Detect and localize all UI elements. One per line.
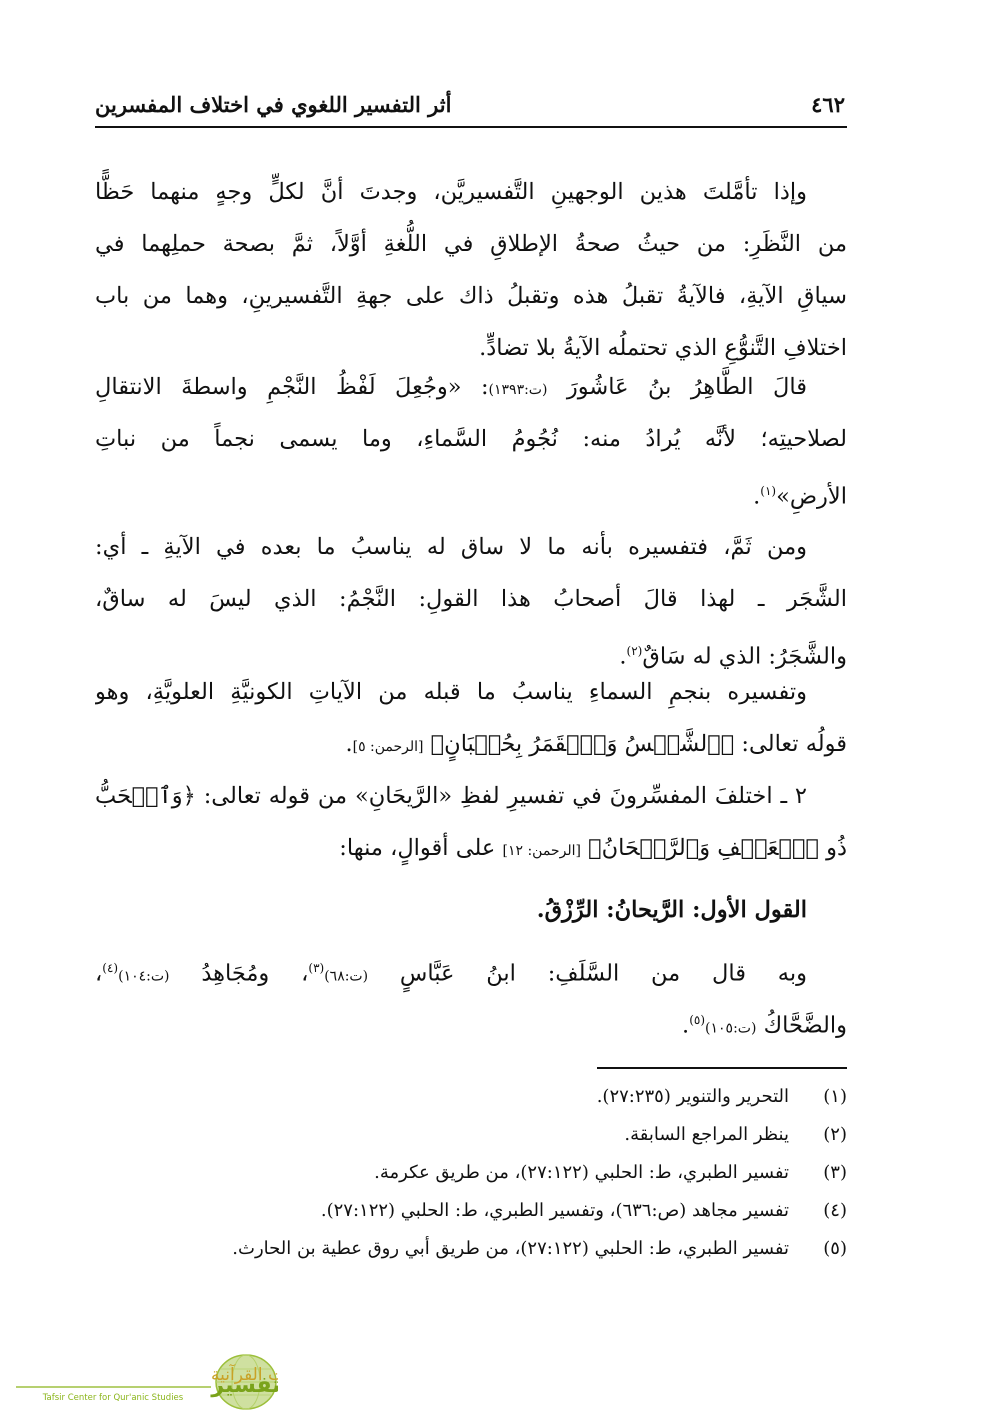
paragraph-line: ذُو ٱلۡعَصۡفِ وَٱلرَّيۡحَانُ﴾ [الرحمن: ١٢] على أقوالٍ، منها: — [339, 835, 847, 861]
footnote-ref[interactable]: (٢) — [626, 644, 643, 658]
footnote-ref[interactable]: (٥) — [689, 1013, 706, 1027]
footnote-item — [95, 1192, 847, 1230]
paragraph-4 — [95, 666, 847, 770]
paragraph-line: الأرضِ»$^{(١)}$. — [753, 483, 847, 510]
logo-emblem-text: تفسير — [211, 1373, 278, 1398]
verse-reference: [الرحمن: ٥] — [352, 739, 424, 755]
footnote-number: (٣) — [823, 1162, 847, 1183]
footnote-ref[interactable]: (١) — [760, 484, 777, 498]
footnote-number: (٢) — [823, 1124, 847, 1145]
footnote-item — [95, 1154, 847, 1192]
death-date: (ت:١٣٩٣) — [488, 382, 548, 398]
logo-arabic-name: ت القرآنية — [211, 1365, 278, 1385]
death-date: (ت:١٠٤) — [118, 968, 170, 985]
footnotes — [95, 1078, 847, 1268]
page-number: ٤٦٢ — [811, 91, 845, 117]
logo-english-name: Tafsir Center for Qur'anic Studies — [42, 1393, 184, 1403]
paragraph-line: ومن ثَمَّ، فتفسيره بأنه ما لا ساق له يناسبُ ما بعده في الآيةِ ـ أي: — [95, 534, 807, 560]
footnote-text: تفسير الطبري، ط: الحلبي (٢٧:١٢٢)، من طريق عكرمة. — [374, 1162, 789, 1183]
paragraph-5 — [95, 770, 847, 874]
footnote-item — [95, 1116, 847, 1154]
paragraph-line: ٢ ـ اختلفَ المفسِّرونَ في تفسيرِ لفظِ «الرَّيحَانِ» من قوله تعالى: ﴿وَٱلۡحَبُّ — [95, 783, 807, 809]
quote-author: قالَ الطَّاهِرُ بنُ عَاشُورَ — [566, 374, 807, 400]
death-date: (ت:١٠٥) — [705, 1020, 757, 1037]
paragraph-line: الشَّجَر ـ لهذا قالَ أصحابُ هذا القولِ: النَّجْمُ: الذي ليسَ له ساقٌ، — [95, 586, 847, 612]
footnote-separator — [597, 1067, 847, 1069]
paragraph-line: والضَّحَّاكُ (ت:١٠٥)$^{(٥)}$. — [682, 1012, 847, 1039]
quran-verse: قولُه تعالى: ﴿ٱلشَّمۡسُ وَٱلۡقَمَرُ بِحُسۡبَانٍ﴾ — [430, 731, 847, 757]
paragraph-3 — [95, 521, 847, 677]
verse-reference: [الرحمن: ١٢] — [502, 843, 581, 859]
footnote-item — [95, 1078, 847, 1116]
paragraph-line: القول الأول: الرَّيحانُ: الرِّزْقُ. — [536, 897, 807, 923]
quran-verse: ذُو ٱلۡعَصۡفِ وَٱلرَّيۡحَانُ﴾ — [588, 835, 847, 861]
footnote-ref[interactable]: (٣) — [308, 961, 325, 975]
footnote-number: (٥) — [823, 1238, 847, 1259]
footnote-text: التحرير والتنوير (٢٧:٢٣٥). — [596, 1086, 789, 1107]
paragraph-line: من النَّظَرِ: من حيثُ صحةُ الإطلاقِ في اللُّغةِ أوَّلاً، ثمَّ بصحة حملِهما في — [95, 231, 847, 257]
paragraph-line: والشَّجَرُ: الذي له سَاقٌ$^{(٢)}$. — [619, 643, 847, 670]
paragraph-line — [95, 361, 847, 413]
death-date: (ت:٦٨) — [324, 968, 369, 985]
footnote-ref[interactable]: (٤) — [102, 961, 119, 975]
tafsir-center-logo — [8, 1352, 278, 1412]
header-rule — [95, 126, 847, 128]
running-header — [95, 86, 845, 122]
paragraph-7 — [95, 942, 847, 1046]
running-title: أثر التفسير اللغوي في اختلاف المفسرين — [95, 91, 452, 117]
footnote-number: (١) — [823, 1086, 847, 1107]
paragraph-line: سياقِ الآيةِ، فالآيةُ تقبلُ هذه وتقبلُ ذاك على جهةِ التَّفسيرينِ، وهما من باب — [95, 283, 847, 309]
footnote-text: ينظر المراجع السابقة. — [624, 1124, 789, 1145]
paragraph-2 — [95, 361, 847, 517]
paragraph-line: وإذا تأمَّلتَ هذين الوجهينِ التَّفسيريَّن، وجدتَ أنَّ لكلٍّ وجهٍ منهما حَظًّا — [95, 179, 807, 205]
paragraph-line: وتفسيره بنجمِ السماءِ يناسبُ ما قبله من الآياتِ الكونيَّةِ العلويَّةِ، وهو — [95, 679, 807, 705]
footnote-item — [95, 1230, 847, 1268]
paragraph-line: اختلافِ التَّنوُّعِ الذي تحتملُه الآيةُ بلا تضادٍّ. — [479, 335, 847, 361]
paragraph-line: وبه قال من السَّلَفِ: ابنُ عَبَّاسٍ (ت:٦٨)$^{(٣)}$، ومُجَاهِدُ (ت:١٠٤)$^{(٤)}$، — [95, 960, 808, 987]
paragraph-1 — [95, 166, 847, 374]
paragraph-line: قولُه تعالى: ﴿ٱلشَّمۡسُ وَٱلۡقَمَرُ بِحُسۡبَانٍ﴾ [الرحمن: ٥]. — [345, 731, 847, 757]
quote-text: : «وجُعِلَ لَفْظُ النَّجْمِ واسطةَ الانتقالِ — [95, 374, 489, 400]
footnote-text: تفسير الطبري، ط: الحلبي (٢٧:١٢٢)، من طريق أبي روق عطية بن الحارث. — [232, 1238, 789, 1259]
paragraph-line: لصلاحيتِه؛ لأنَّه يُرادُ منه: نُجُومُ السَّماءِ، وما يسمى نجماً من نباتِ — [95, 426, 847, 452]
footnote-text: تفسير مجاهد (ص:٦٣٦)، وتفسير الطبري، ط: الحلبي (٢٧:١٢٢). — [320, 1200, 789, 1221]
footnote-number: (٤) — [823, 1200, 847, 1221]
logo-graphic — [8, 1352, 278, 1412]
opinion-heading — [95, 884, 847, 936]
